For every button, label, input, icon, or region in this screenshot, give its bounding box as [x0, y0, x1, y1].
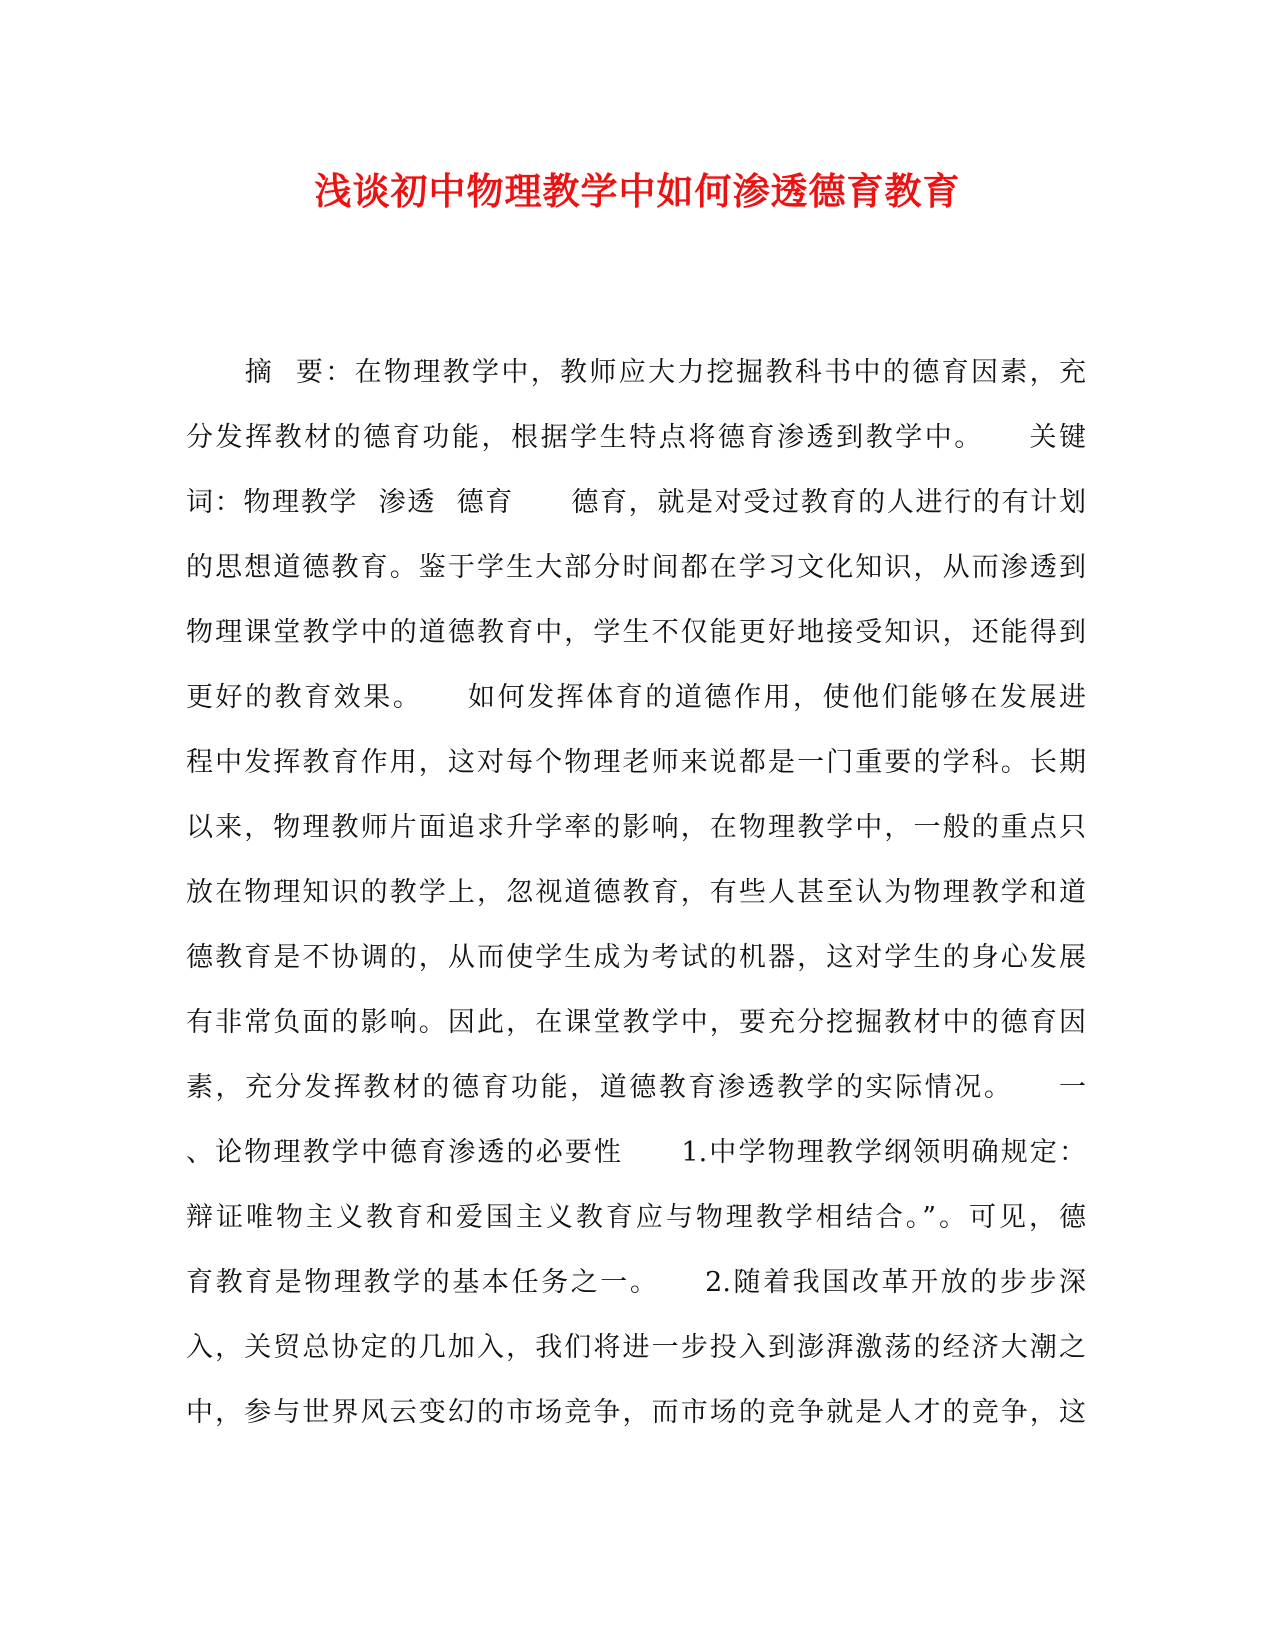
body-text-line: 物理课堂教学中的道德教育中，学生不仅能更好地接受知识，还能得到	[186, 617, 1086, 648]
body-text-line: 辩证唯物主义教育和爱国主义教育应与物理教学相结合。”。可见，德	[186, 1202, 1086, 1233]
body-text-line: 摘 要：在物理教学中，教师应大力挖掘教科书中的德育因素，充	[186, 357, 1086, 388]
body-text-line: 更好的教育效果。 如何发挥体育的道德作用，使他们能够在发展进	[186, 682, 1086, 713]
body-text-line: 放在物理知识的教学上，忽视道德教育，有些人甚至认为物理教学和道	[186, 877, 1086, 908]
body-text-line: 素，充分发挥教材的德育功能，道德教育渗透教学的实际情况。 一	[186, 1072, 1086, 1103]
body-text-line: 分发挥教材的德育功能，根据学生特点将德育渗透到教学中。 关键	[186, 422, 1086, 453]
body-text-line: 德教育是不协调的，从而使学生成为考试的机器，这对学生的身心发展	[186, 942, 1086, 973]
body-text-line: 中，参与世界风云变幻的市场竞争，而市场的竞争就是人才的竞争，这	[186, 1397, 1086, 1428]
document-title: 浅谈初中物理教学中如何渗透德育教育	[314, 169, 961, 213]
document-body	[186, 355, 1086, 1460]
body-text-line: 有非常负面的影响。因此，在课堂教学中，要充分挖掘教材中的德育因	[186, 1007, 1086, 1038]
body-text-line: 以来，物理教师片面追求升学率的影响，在物理教学中，一般的重点只	[186, 812, 1086, 843]
body-text-line: 入，关贸总协定的几加入，我们将进一步投入到澎湃激荡的经济大潮之	[186, 1332, 1086, 1363]
body-text-line: 、论物理教学中德育渗透的必要性 1.中学物理教学纲领明确规定：	[186, 1137, 1086, 1168]
body-text-line: 程中发挥教育作用，这对每个物理老师来说都是一门重要的学科。长期	[186, 747, 1086, 778]
body-text-line: 育教育是物理教学的基本任务之一。 2.随着我国改革开放的步步深	[186, 1267, 1086, 1298]
body-text-line: 词：物理教学 渗透 德育 德育，就是对受过教育的人进行的有计划	[186, 487, 1086, 518]
body-text-line: 的思想道德教育。鉴于学生大部分时间都在学习文化知识，从而渗透到	[186, 552, 1086, 583]
